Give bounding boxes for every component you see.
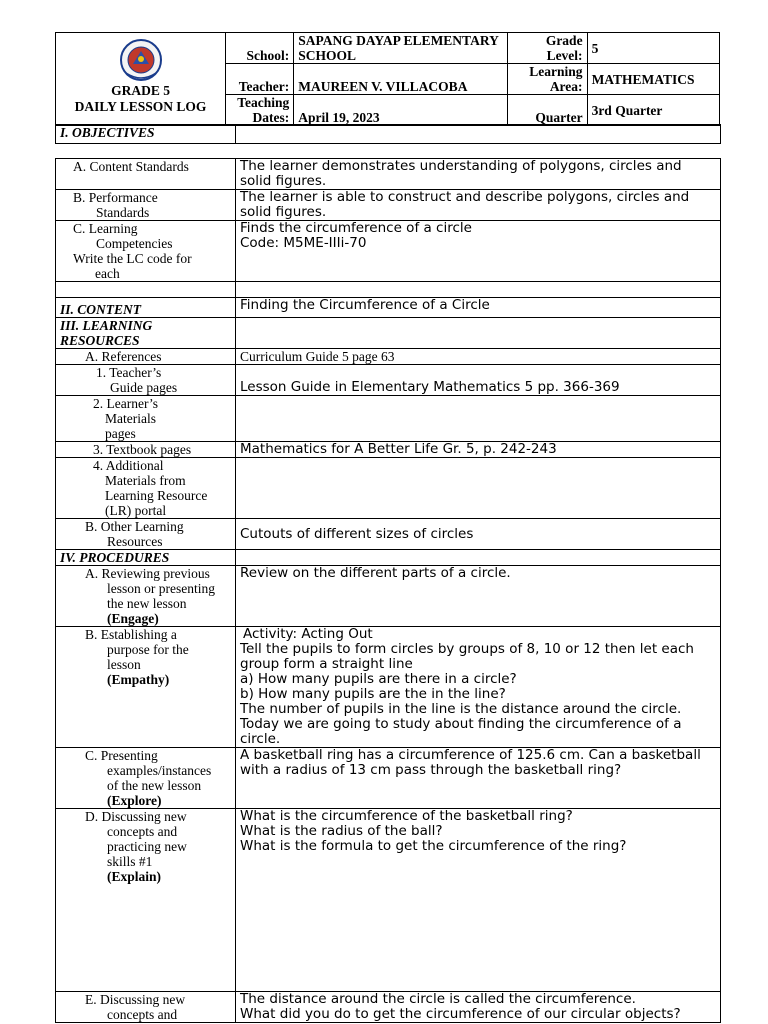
table-row [56,159,721,190]
learners-materials-label: 2. Learner’s Materials pages [56,396,236,442]
proc-e-value: The distance around the circle is called the circumference. What did you do to get the circumference of our circular objects? [236,992,721,1023]
table-row [56,748,721,809]
dates-value: April 19, 2023 [294,95,508,126]
table-row [56,519,721,550]
table-row [56,365,721,396]
table-row [56,190,721,221]
additional-materials-value [236,458,721,519]
lesson-table [55,158,721,1023]
textbook-value: Mathematics for A Better Life Gr. 5, p. 242-243 [236,442,721,458]
table-row [56,318,721,349]
additional-materials-label: 4. Additional Materials from Learning Resource (LR) portal [56,458,236,519]
table-row [56,809,721,992]
grade-title: GRADE 5 [111,83,170,98]
deped-seal-icon [114,39,168,81]
teacher-label: Teacher: [226,64,294,95]
content-value: Finding the Circumference of a Circle [236,298,721,318]
blank-cell [236,550,721,566]
content-heading: II. CONTENT [56,298,236,318]
table-row [56,298,721,318]
table-row [56,396,721,442]
table-row [56,442,721,458]
content-standards-label: A. Content Standards [56,159,236,190]
table-row [56,349,721,365]
quarter-value: 3rd Quarter [587,95,719,126]
competencies-label: C. Learning Competencies Write the LC code for each [56,221,236,282]
school-label: School: [226,33,294,64]
objectives-blank [236,125,721,144]
table-row [56,221,721,282]
resources-heading: III. LEARNING RESOURCES [56,318,236,349]
performance-standards-value: The learner is able to construct and describe polygons, circles and solid figures. [236,190,721,221]
blank-cell [56,282,236,298]
other-resources-value: Cutouts of different sizes of circles [236,519,721,550]
content-standards-value: The learner demonstrates understanding of polygons, circles and solid figures. [236,159,721,190]
quarter-label: Quarter [508,95,587,126]
teachers-guide-label: 1. Teacher’s Guide pages [56,365,236,396]
proc-b-value: Activity: Acting Out Tell the pupils to form circles by groups of 8, 10 or 12 then let each group form a straight line a) How many pupils are there in a circle? b) How many pupils are the in the line? The number of pupils in the line is the distance around the circle. Today we are going to study about finding the circumference of a circle. [236,627,721,748]
competencies-value: Finds the circumference of a circle Code: M5ME-IIIi-70 [236,221,721,282]
table-row [56,992,721,1023]
grade-value: 5 [587,33,719,64]
table-row [56,458,721,519]
proc-a-label: A. Reviewing previous lesson or presenting the new lesson (Engage) [56,566,236,627]
grade-label: Grade Level: [508,33,587,64]
area-label: Learning Area: [508,64,587,95]
proc-d-label: D. Discussing new concepts and practicing new skills #1 (Explain) [56,809,236,992]
proc-c-value: A basketball ring has a circumference of 125.6 cm. Can a basketball with a radius of 13 cm pass through the basketball ring? [236,748,721,809]
proc-d-value: What is the circumference of the basketball ring? What is the radius of the ball? What is the formula to get the circumference of the ring? [236,809,721,992]
table-row [56,566,721,627]
learners-materials-value [236,396,721,442]
proc-e-label: E. Discussing new concepts and [56,992,236,1023]
blank-cell [236,282,721,298]
other-resources-label: B. Other Learning Resources [56,519,236,550]
textbook-label: 3. Textbook pages [56,442,236,458]
area-value: MATHEMATICS [587,64,719,95]
dates-label: Teaching Dates: [226,95,294,126]
performance-standards-label: B. Performance Standards [56,190,236,221]
log-title: DAILY LESSON LOG [74,99,207,114]
proc-a-value: Review on the different parts of a circle. [236,566,721,627]
table-row [56,282,721,298]
references-label: A. References [56,349,236,365]
procedures-heading: IV. PROCEDURES [56,550,236,566]
teachers-guide-value: Lesson Guide in Elementary Mathematics 5 pp. 366-369 [236,365,721,396]
objectives-heading: I. OBJECTIVES [56,125,236,144]
header-logo-title-cell [56,33,226,126]
header-table [55,32,720,126]
teacher-value: MAUREEN V. VILLACOBA [294,64,508,95]
proc-c-label: C. Presenting examples/instances of the new lesson (Explore) [56,748,236,809]
table-row [56,550,721,566]
school-value: SAPANG DAYAP ELEMENTARY SCHOOL [294,33,508,64]
objectives-heading-table [55,124,721,144]
references-value: Curriculum Guide 5 page 63 [236,349,721,365]
blank-cell [236,318,721,349]
proc-b-label: B. Establishing a purpose for the lesson (Empathy) [56,627,236,748]
table-row [56,627,721,748]
